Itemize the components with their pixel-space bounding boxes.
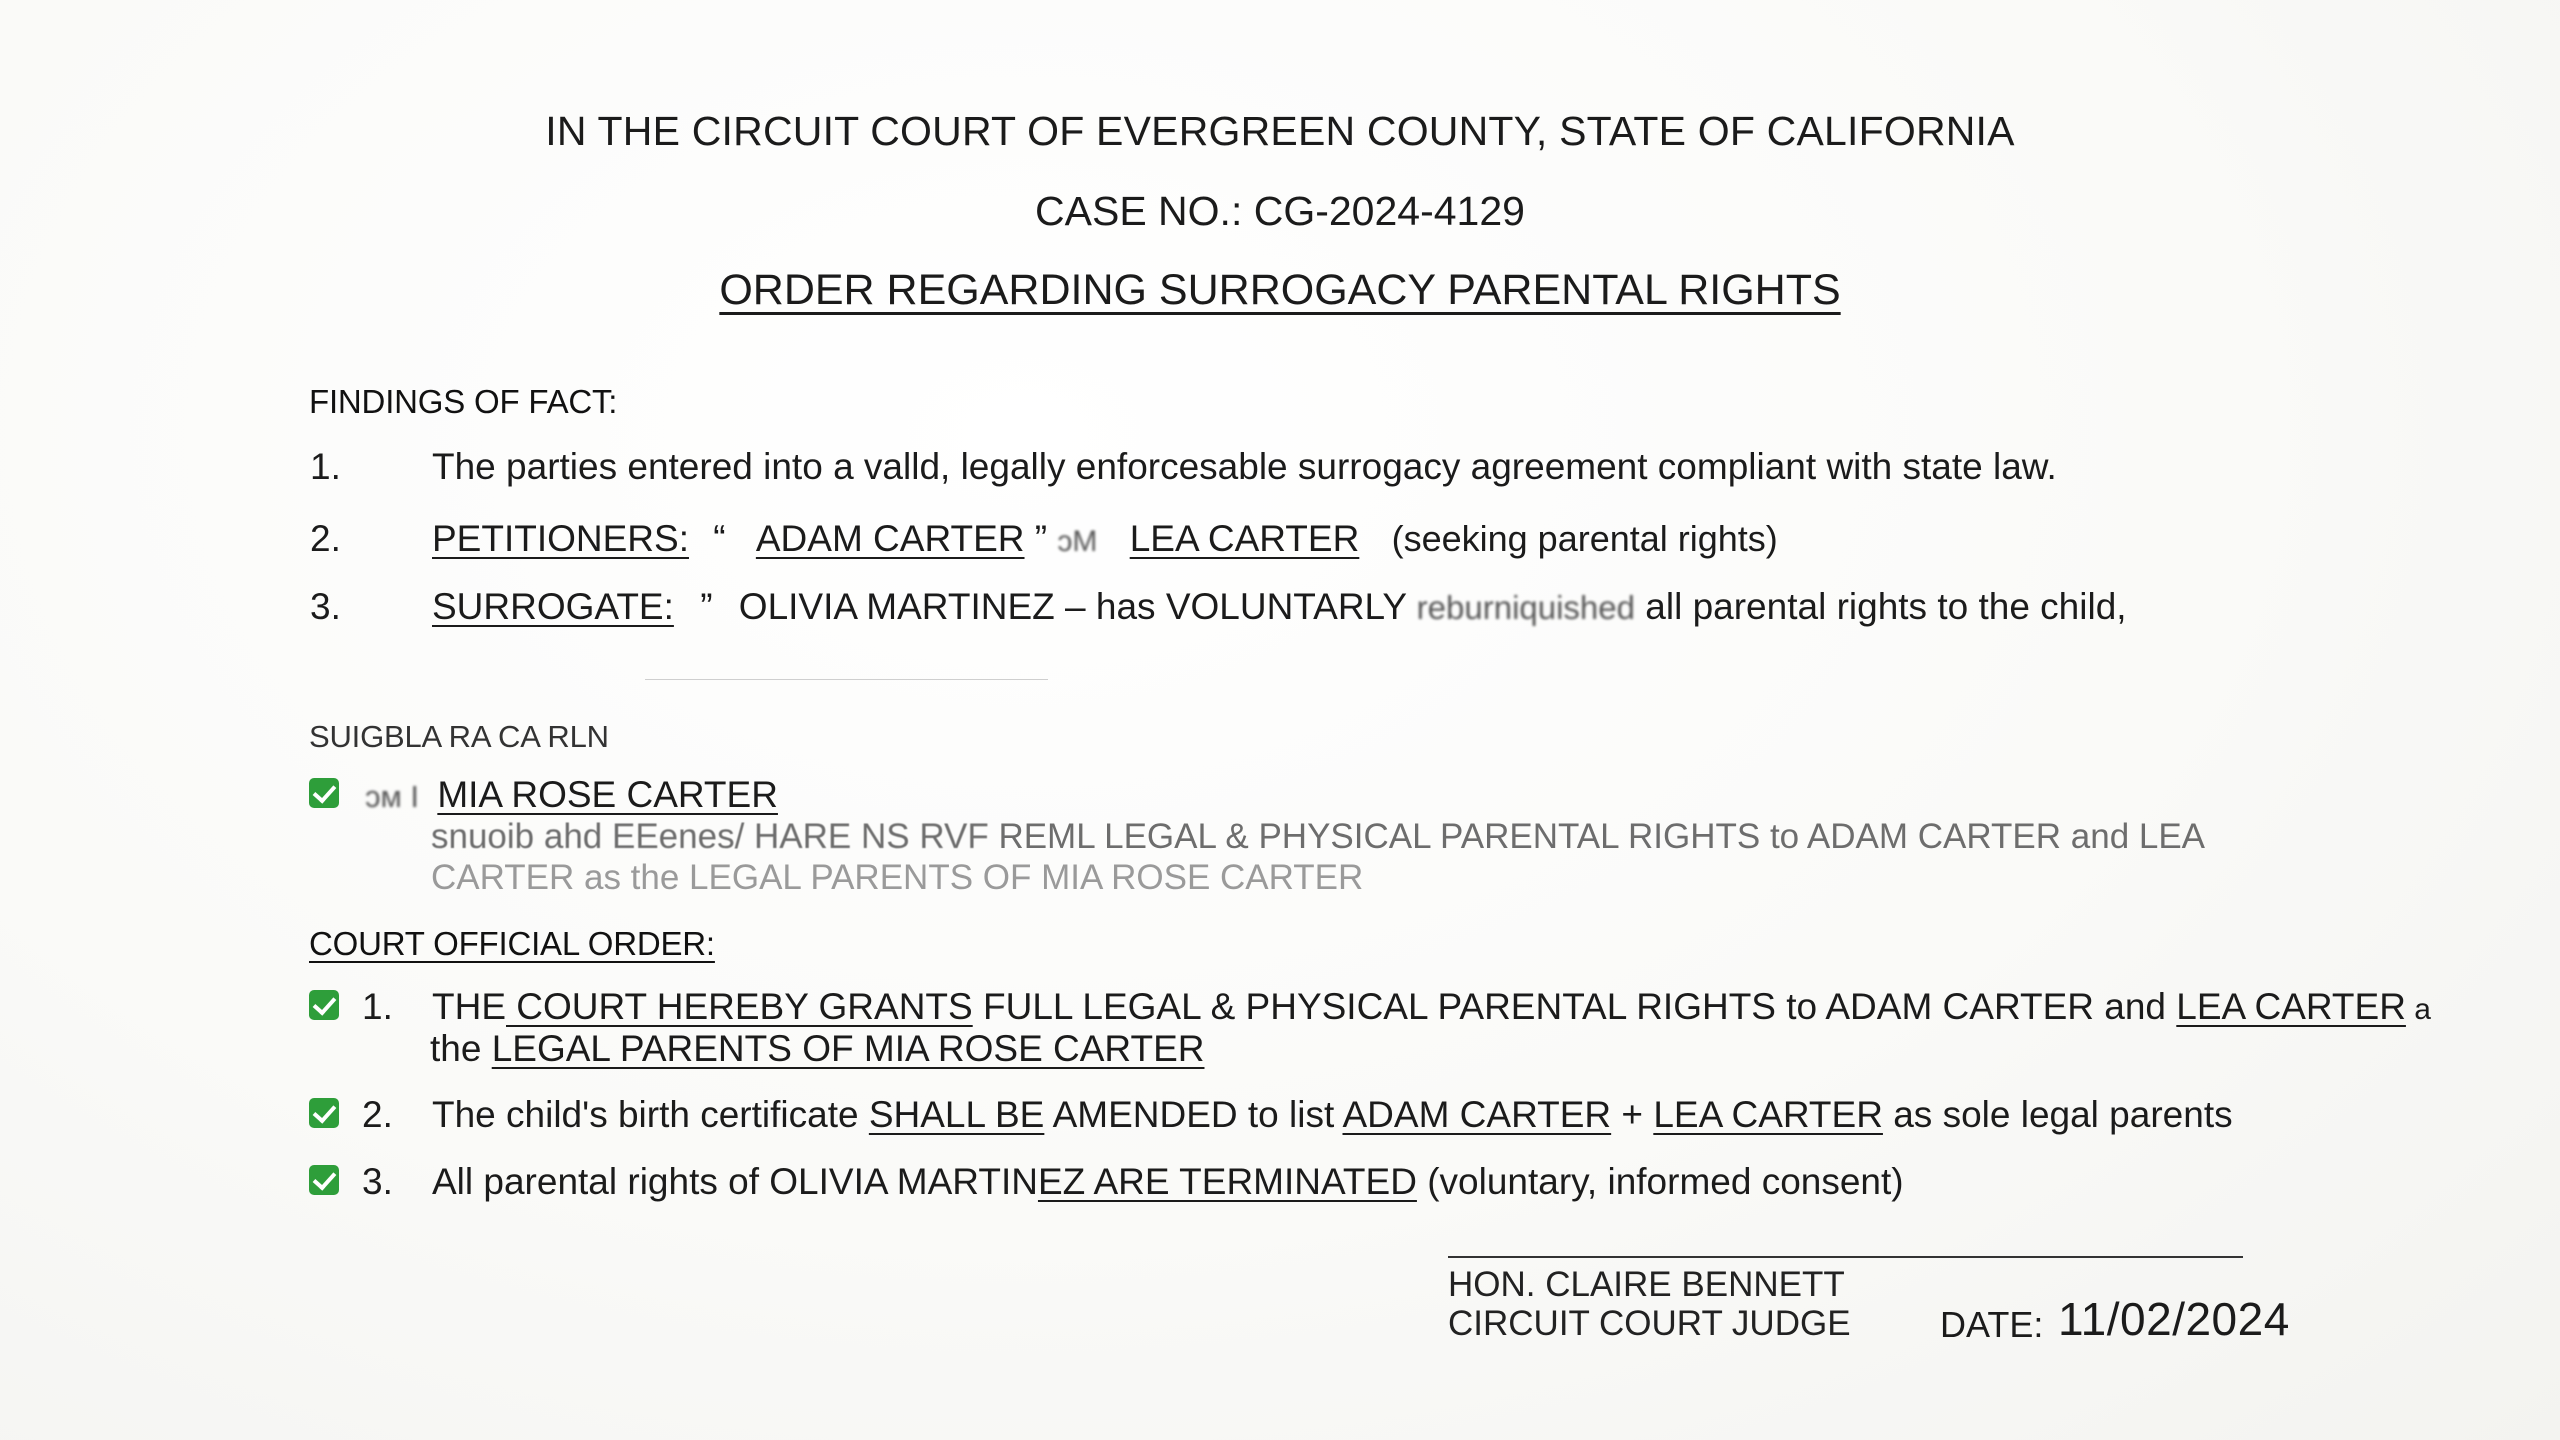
- order-2-adam: ADAM CARTER: [1342, 1094, 1612, 1135]
- order-title: [0, 266, 2560, 315]
- order-title-text: ORDER REGARDING SURROGACY PARENTAL RIGHTS: [719, 266, 1841, 314]
- order-1-line1: [432, 986, 2431, 1028]
- order-1-the: THE: [432, 986, 506, 1027]
- garbled-rights-text: snuoib ahd EEenes/ HARE NS RVF: [431, 817, 989, 856]
- order-3-c: (voluntary, informed consent): [1416, 1161, 1904, 1202]
- checkbox-checked-icon: [309, 778, 339, 808]
- date-label: DATE:: [1940, 1304, 2044, 1345]
- order-2-g: as sole legal parents: [1882, 1094, 2233, 1135]
- child-parents-line: CARTER as the LEGAL PARENTS OF MIA ROSE CARTER: [431, 858, 1364, 897]
- date-value: 11/02/2024: [2058, 1293, 2290, 1345]
- judge-title: CIRCUIT COURT JUDGE: [1448, 1304, 1851, 1343]
- order-1-the-lower: the: [430, 1028, 492, 1069]
- child-name-line: [365, 774, 778, 816]
- order-1-lea: LEA CARTER: [2176, 986, 2406, 1027]
- order-3-line: [432, 1161, 1904, 1203]
- order-3-number: 3.: [362, 1161, 393, 1202]
- section-divider: [645, 679, 1048, 680]
- finding-2-line: [432, 518, 1778, 560]
- order-1-rights: FULL LEGAL & PHYSICAL PARENTAL RIGHTS to ADAM CARTER and: [972, 986, 2177, 1027]
- order-3-terminated: EZ ARE TERMINATED: [1037, 1161, 1417, 1202]
- finding-1-text: The parties entered into a valld, legally enforcesable surrogacy agreement compliant with state law.: [432, 446, 2057, 487]
- judge-name: HON. CLAIRE BENNETT: [1448, 1265, 1845, 1304]
- close-quote: ”: [1034, 518, 1048, 559]
- finding-3-line: [432, 586, 2127, 628]
- order-2-shall-be: SHALL BE: [868, 1094, 1045, 1135]
- child-section-heading: SUIGBLA RA CA RLN: [309, 719, 609, 754]
- order-1-number: 1.: [362, 986, 393, 1027]
- order-1-tail: a: [2405, 993, 2431, 1026]
- order-2-lea: LEA CARTER: [1653, 1094, 1883, 1135]
- order-heading: COURT OFFICIAL ORDER:: [309, 925, 715, 962]
- order-1-grants: COURT HEREBY GRANTS: [506, 986, 973, 1027]
- order-2-line: [432, 1094, 2233, 1136]
- order-2-plus: +: [1611, 1094, 1654, 1135]
- case-number: CASE NO.: CG-2024-4129: [1035, 188, 1525, 234]
- garbled-prefix: ɔм I: [365, 779, 420, 814]
- order-1-legal-parents: LEGAL PARENTS OF MIA ROSE CARTER: [491, 1028, 1205, 1069]
- petitioners-label: PETITIONERS:: [432, 518, 689, 559]
- finding-3-number: 3.: [310, 586, 341, 627]
- checkbox-checked-icon: [309, 1165, 339, 1195]
- open-quote: “: [713, 518, 726, 559]
- order-3-a: All parental rights of OLIVIA MARTIN: [432, 1161, 1038, 1202]
- petitioner-2-name: LEA CARTER: [1129, 518, 1360, 559]
- surrogate-quote: ”: [700, 586, 713, 627]
- order-2-number: 2.: [362, 1094, 393, 1135]
- surrogate-text-end: all parental rights to the child,: [1645, 586, 2127, 627]
- garbled-connector: ɔM: [1057, 525, 1098, 558]
- checkbox-checked-icon: [309, 1098, 339, 1128]
- surrogate-label: SURROGATE:: [432, 586, 674, 627]
- court-heading: IN THE CIRCUIT COURT OF EVERGREEN COUNTY, STATE OF CALIFORNIA: [545, 108, 2015, 154]
- surrogate-text: OLIVIA MARTINEZ – has VOLUNTARLY: [738, 586, 1407, 627]
- checkbox-checked-icon: [309, 990, 339, 1020]
- findings-heading: FINDINGS OF FACT:: [309, 383, 618, 420]
- finding-2-number: 2.: [310, 518, 341, 559]
- child-rights-line: [431, 817, 2205, 857]
- order-2-a: The child's birth certificate: [432, 1094, 869, 1135]
- petitioners-note: (seeking parental rights): [1391, 518, 1778, 559]
- garbled-word: reburniquished: [1416, 589, 1635, 626]
- petitioner-1-name: ADAM CARTER: [755, 518, 1025, 559]
- order-2-c: AMENDED to list: [1044, 1094, 1343, 1135]
- child-rights-text: REML LEGAL & PHYSICAL PARENTAL RIGHTS to ADAM CARTER and LEA: [998, 817, 2206, 856]
- child-name: MIA ROSE CARTER: [437, 774, 778, 815]
- order-1-line2: [430, 1028, 1204, 1070]
- finding-1-number: 1.: [310, 446, 341, 487]
- signature-line: [1448, 1256, 2243, 1258]
